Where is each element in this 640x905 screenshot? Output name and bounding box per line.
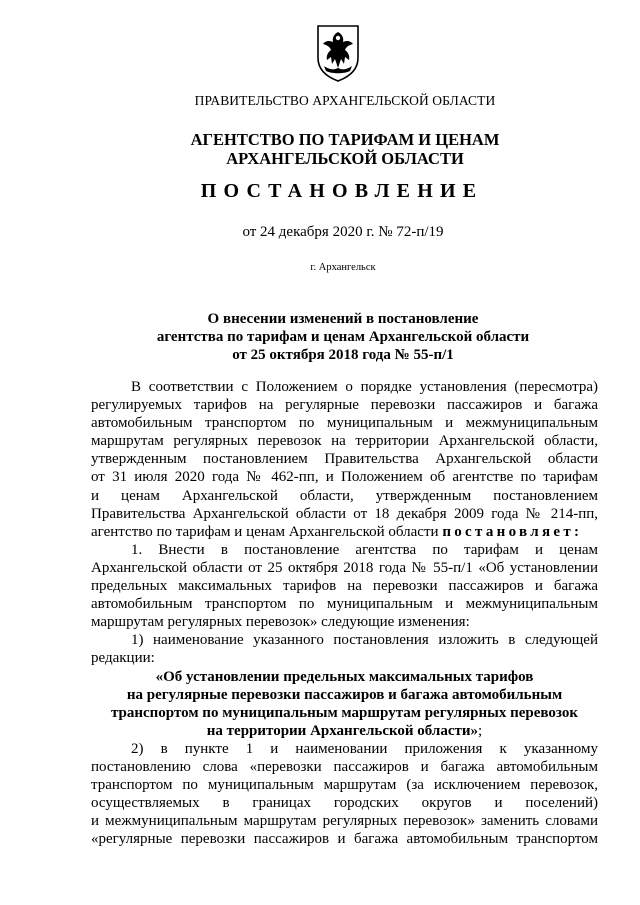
quoted-title-line xyxy=(91,722,598,740)
body-line: редакции: xyxy=(91,650,155,667)
body-line: предельных максимальных тарифов на перевозки пассажиров и багажа xyxy=(91,578,598,595)
body-line: постановлению слова «перевозки пассажиров и багажа автомобильным xyxy=(91,758,598,775)
body-line: «регулярные перевозки пассажиров и багажа автомобильным транспортом xyxy=(91,831,598,848)
body-line: В соответствии с Положением о порядке установления (пересмотра) xyxy=(131,379,598,395)
body-line: утвержденным постановлением Правительства Архангельской области xyxy=(91,451,598,468)
document-title-line3: от 25 октября 2018 года № 55-п/1 xyxy=(232,347,454,363)
document-title xyxy=(0,310,640,364)
body-line: и ценам Архангельской области, утвержденным постановлением xyxy=(91,487,598,504)
quoted-title-text: на территории Архангельской области» xyxy=(206,722,479,739)
body-line: 1) наименование указанного постановления изложить в следующей xyxy=(131,632,598,649)
agency-name xyxy=(0,130,640,168)
quoted-title-line: транспортом по муниципальным маршрутам регулярных перевозок xyxy=(110,704,579,721)
body-line: автомобильным транспортом по муниципальным и межмуниципальным xyxy=(91,415,598,432)
document-body xyxy=(91,378,598,848)
quoted-title-line: «Об установлении предельных максимальных тарифов xyxy=(155,668,534,685)
body-text: агентство по тарифам и ценам Архангельской области xyxy=(91,523,439,540)
body-line: осуществляемых в границах городских округов и поселений) xyxy=(91,795,598,812)
agency-name-line2: АРХАНГЕЛЬСКОЙ ОБЛАСТИ xyxy=(226,149,464,168)
coat-of-arms-emblem xyxy=(316,24,360,82)
body-line: 2) в пункте 1 и наименовании приложения к указанному xyxy=(131,740,598,757)
quoted-title-tail: ; xyxy=(478,722,483,739)
document-date-number: от 24 декабря 2020 г. № 72-п/19 xyxy=(242,224,444,240)
body-line: транспортом по муниципальным маршрутам (за исключением перевозок, xyxy=(91,777,598,794)
body-line: регулируемых тарифов на регулярные перевозки пассажиров и багажа xyxy=(91,397,598,414)
quoted-title-line: на регулярные перевозки пассажиров и багажа автомобильным xyxy=(126,686,563,703)
document-title-line1: О внесении изменений в постановление xyxy=(207,311,479,327)
agency-name-line1: АГЕНТСТВО ПО ТАРИФАМ И ЦЕНАМ xyxy=(190,130,500,149)
body-line: маршрутам регулярных перевозок» следующие изменения: xyxy=(91,614,470,631)
body-line: 1. Внести в постановление агентства по тарифам и ценам xyxy=(131,541,598,558)
resolves-word: постановляет: xyxy=(442,523,583,540)
government-name: ПРАВИТЕЛЬСТВО АРХАНГЕЛЬСКОЙ ОБЛАСТИ xyxy=(194,93,496,108)
document-title-line2: агентства по тарифам и ценам Архангельской области xyxy=(156,329,530,345)
body-line xyxy=(91,523,598,541)
document-city: г. Архангельск xyxy=(310,262,376,273)
document-type-heading: ПОСТАНОВЛЕНИЕ xyxy=(200,180,484,202)
body-line: маршрутам регулярных перевозок на территории Архангельской области, xyxy=(91,433,598,450)
body-line: Архангельской области от 25 октября 2018 года № 55-п/1 «Об установлении xyxy=(91,559,598,576)
body-line: автомобильным транспортом по муниципальным и межмуниципальным xyxy=(91,596,598,613)
body-line: Правительства Архангельской области от 18 декабря 2009 года № 214-пп, xyxy=(91,505,598,522)
body-line: и межмуниципальным маршрутам регулярных перевозок» заменить словами xyxy=(91,813,598,830)
body-line: от 31 июля 2020 года № 462-пп, и Положением об агентстве по тарифам xyxy=(91,469,598,486)
